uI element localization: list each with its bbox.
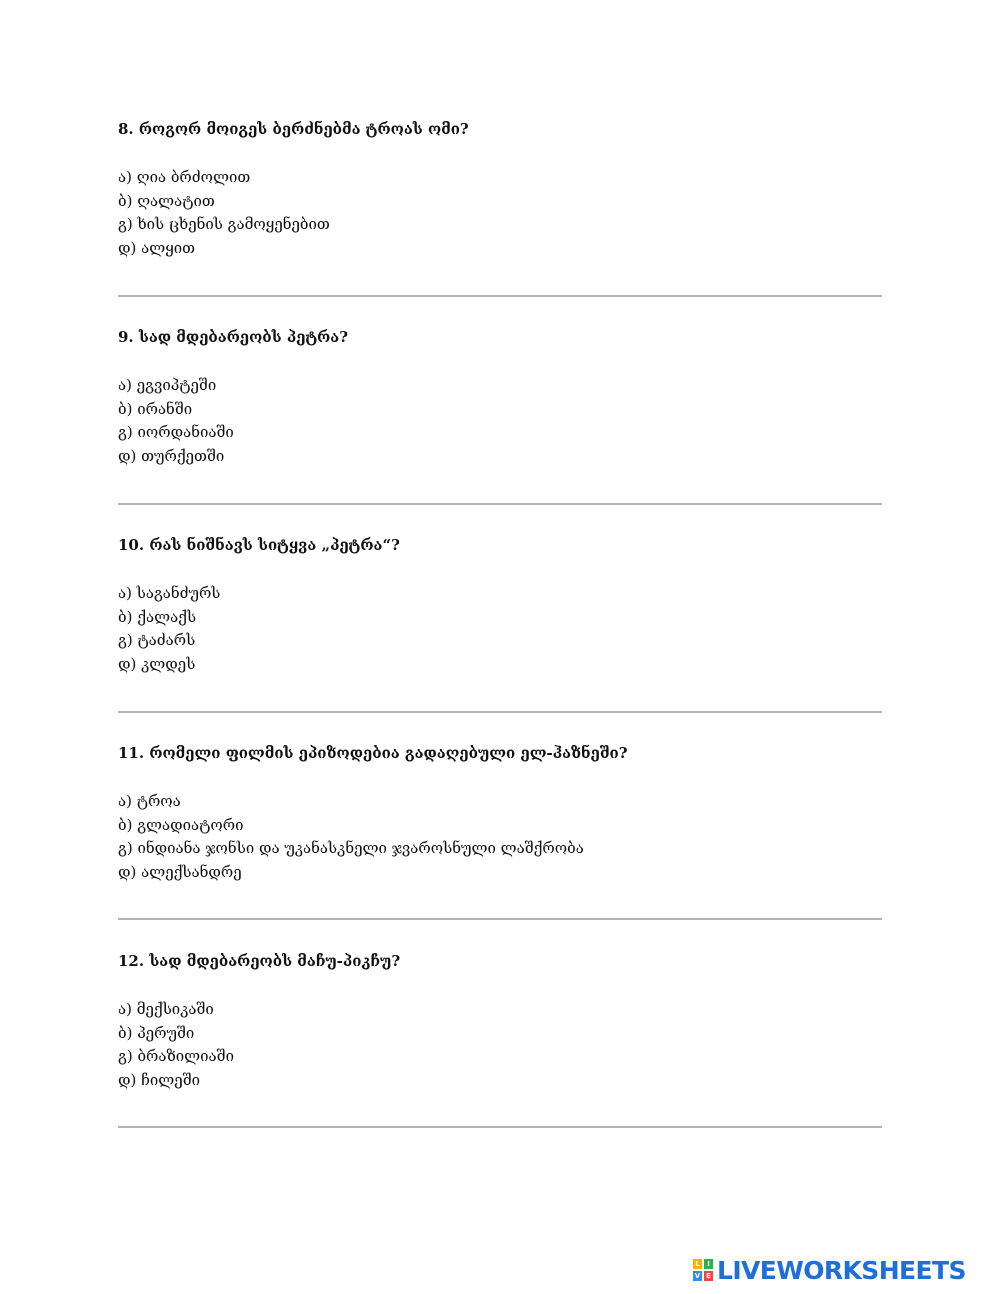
answer-option[interactable]: ა) ღია ბრძოლით: [118, 168, 251, 186]
answer-option[interactable]: ბ) ქალაქს: [118, 607, 197, 626]
answer-option[interactable]: გ) ბრაზილიაში: [118, 1047, 234, 1066]
answer-option[interactable]: დ) ალექსანდრე: [118, 863, 242, 882]
answer-option[interactable]: გ) ხის ცხენის გამოყენებით: [118, 215, 330, 234]
answer-option[interactable]: დ) კლდეს: [118, 655, 196, 674]
logo-text: LIVEWORKSHEETS: [717, 1255, 966, 1285]
answer-options: [118, 582, 882, 677]
section-divider: [118, 503, 882, 505]
answer-options: [118, 998, 882, 1093]
answer-option[interactable]: დ) თურქეთში: [118, 447, 225, 466]
answer-options: [118, 166, 882, 261]
question-title: 8. როგორ მოიგეს ბერძნებმა ტროას ომი?: [118, 120, 469, 138]
section-divider: [118, 295, 882, 297]
logo-icon: [693, 1259, 713, 1281]
answer-option[interactable]: გ) ტაძარს: [118, 631, 196, 650]
logo-block: L: [693, 1259, 702, 1269]
section-divider: [118, 918, 882, 920]
question-11: [118, 743, 882, 885]
section-divider: [118, 1126, 882, 1128]
question-9: [118, 327, 882, 469]
answer-option[interactable]: ბ) პერუში: [118, 1023, 195, 1042]
liveworksheets-logo: [693, 1257, 966, 1283]
question-title: 9. სად მდებარეობს პეტრა?: [118, 328, 349, 346]
question-title: 11. რომელი ფილმის ეპიზოდებია გადაღებული ელ-ჰაზნეში?: [118, 744, 628, 762]
logo-block: E: [704, 1271, 713, 1281]
question-10: [118, 535, 882, 677]
answer-option[interactable]: ბ) ღალატით: [118, 191, 215, 210]
answer-options: [118, 374, 882, 469]
question-12: [118, 951, 882, 1093]
answer-options: [118, 790, 882, 885]
question-8: [118, 119, 882, 261]
answer-option[interactable]: ა) ეგვიპტეში: [118, 376, 217, 394]
section-divider: [118, 711, 882, 713]
question-title: 12. სად მდებარეობს მაჩუ-პიკჩუ?: [118, 952, 401, 970]
answer-option[interactable]: ა) მექსიკაში: [118, 1000, 214, 1018]
answer-option[interactable]: ა) ტროა: [118, 792, 181, 810]
logo-block: I: [704, 1259, 713, 1269]
answer-option[interactable]: დ) ალყით: [118, 239, 196, 258]
answer-option[interactable]: ბ) ირანში: [118, 399, 193, 418]
answer-option[interactable]: გ) იორდანიაში: [118, 423, 234, 442]
answer-option[interactable]: ა) საგანძურს: [118, 584, 221, 602]
logo-block: V: [694, 1272, 701, 1280]
answer-option[interactable]: გ) ინდიანა ჯონსი და უკანასკნელი ჯვაროსნული ლაშქრობა: [118, 839, 584, 858]
question-title: 10. რას ნიშნავს სიტყვა „პეტრა“?: [118, 536, 400, 554]
answer-option[interactable]: ბ) გლადიატორი: [118, 815, 244, 834]
answer-option[interactable]: დ) ჩილეში: [118, 1071, 201, 1090]
